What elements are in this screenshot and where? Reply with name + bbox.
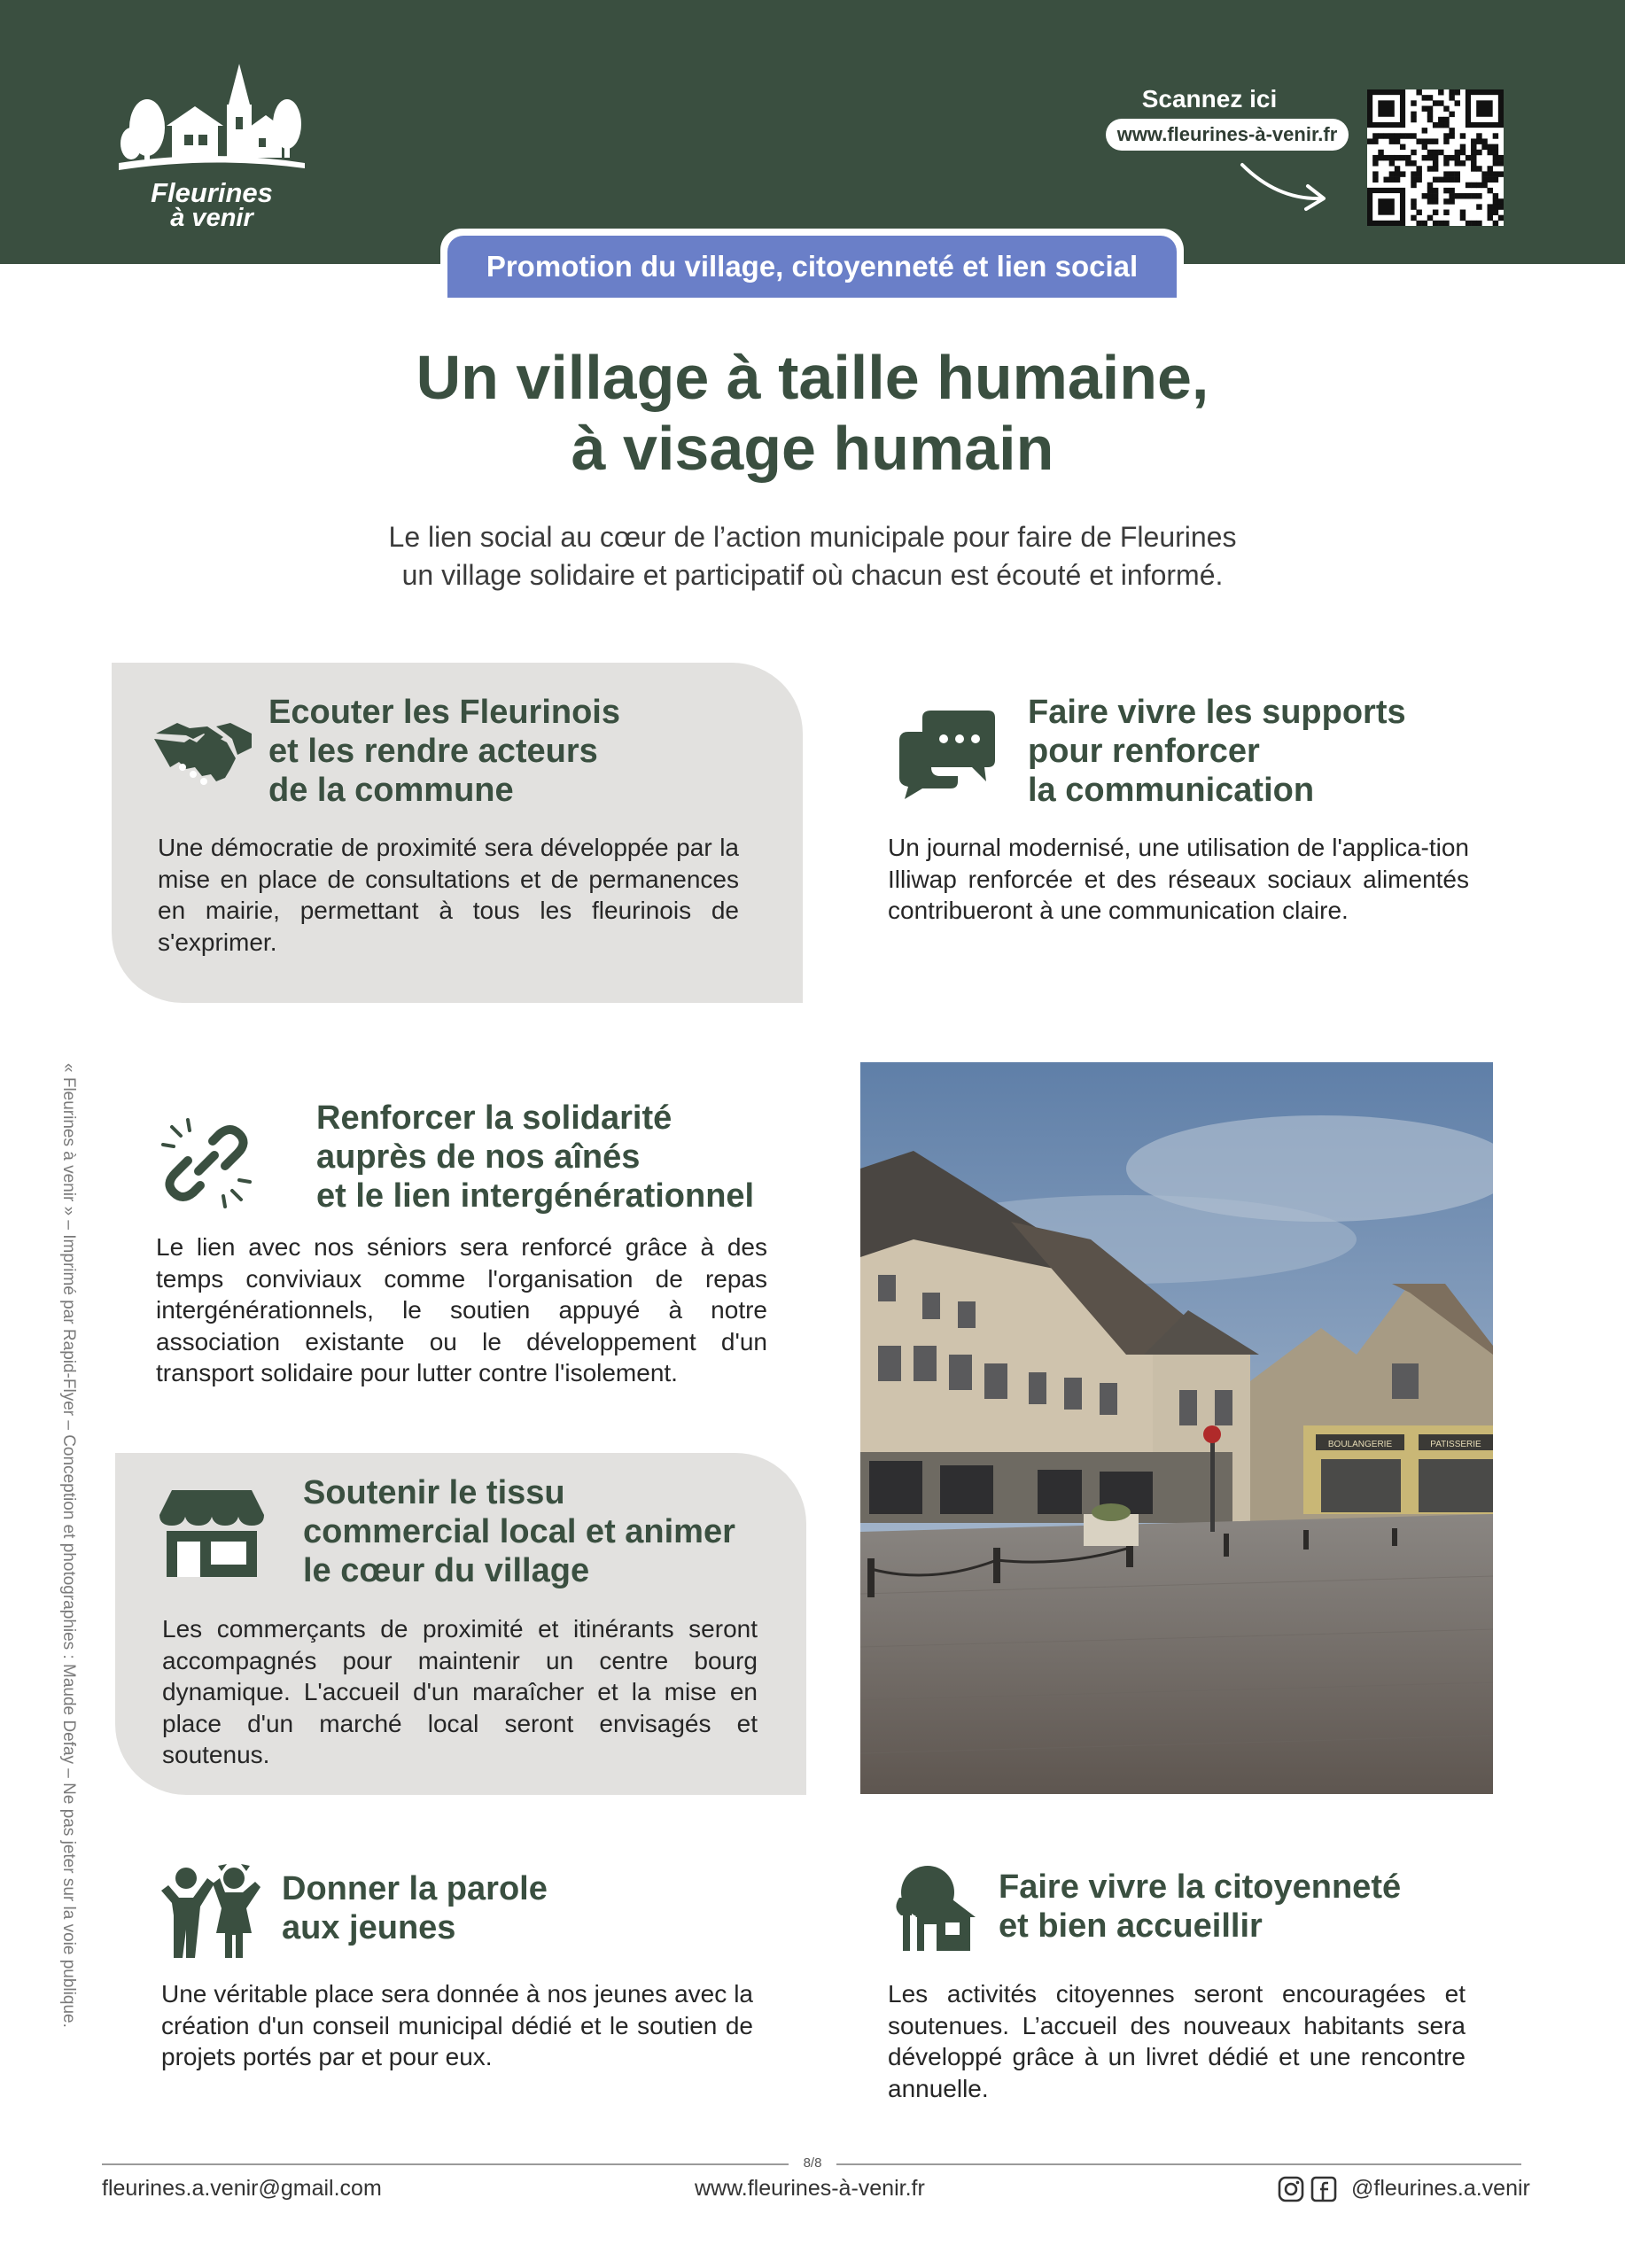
section-title-listen <box>268 693 729 810</box>
section-body-youth: Une véritable place sera donnée à nos jeunes avec la création d'un conseil municipal dédié et le soutien de projets portés par et pour eux. <box>161 1980 753 2070</box>
section-body-solidarity: Le lien avec nos séniors sera renforcé grâce à des temps conviviaux comme l'organisation de repas intergénérationnels, le soutien appuyé à notre association existante ou le développement d'un transport solidaire pour lutter contre l'isolement. <box>156 1233 767 1386</box>
section-title-citizenship <box>999 1868 1512 1946</box>
section-title-line: Soutenir le tissu <box>303 1474 565 1511</box>
section-title-line: et le lien intergénérationnel <box>316 1177 755 1215</box>
village-logo-icon <box>113 64 310 179</box>
section-title-line: de la commune <box>268 772 514 809</box>
page-title-line-2: à visage humain <box>571 414 1054 483</box>
section-title-line: pour renforcer <box>1028 733 1260 770</box>
curved-arrow-icon <box>1239 159 1331 214</box>
section-title-line: auprès de nos aînés <box>316 1138 641 1176</box>
intro-line-2: un village solidaire et participatif où chacun est écouté et informé. <box>401 559 1224 591</box>
qr-code[interactable] <box>1367 89 1504 226</box>
intro-text <box>0 518 1625 594</box>
logo-text-fleurines: Fleurines <box>151 177 273 208</box>
side-credit-line: « Fleurines à venir » – Imprimé par Rapid-Flyer – Conception et photographies : Maude Defay – Ne pas jeter sur la voie publique. <box>59 1063 78 2028</box>
footer-website-link[interactable]: www.fleurines-à-venir.fr <box>695 2176 925 2201</box>
handshake-icon <box>154 716 253 790</box>
section-title-communication <box>1028 693 1524 810</box>
section-body-citizenship: Les activités citoyennes seront encouragées et soutenues. L’accueil des nouveaux habitants sera développé grâce à un livret dédié et une rencontre annuelle. <box>888 1980 1466 2102</box>
section-title-line: Faire vivre les supports <box>1028 694 1406 731</box>
facebook-icon[interactable] <box>1310 2176 1337 2202</box>
section-title-youth <box>282 1869 743 1947</box>
page-number: 8/8 <box>803 2155 822 2171</box>
scan-title: Scannez ici <box>1141 85 1278 113</box>
section-title-line: le cœur du village <box>303 1552 590 1589</box>
village-square-photo <box>860 1062 1493 1794</box>
section-title-line: aux jeunes <box>282 1909 456 1946</box>
side-credit-text <box>51 1063 78 2109</box>
fleurines-logo <box>113 64 310 232</box>
photo-shop-sign-1: BOULANGERIE <box>1327 1440 1393 1449</box>
section-body-communication: Un journal modernisé, une utilisation de l'applica-tion Illiwap renforcée et des réseaux sociaux alimentés contribueront à une communication claire. <box>888 834 1469 924</box>
house-tree-icon <box>890 1862 979 1951</box>
logo-text-a-venir: à venir <box>170 204 253 232</box>
footer-email-link[interactable]: fleurines.a.venir@gmail.com <box>102 2176 382 2201</box>
section-body-listen: Une démocratie de proximité sera développée par la mise en place de consultations et de permanences en mairie, permettant à tous les fleurinois de s'exprimer. <box>158 834 739 956</box>
section-title-line: Faire vivre la citoyenneté <box>999 1868 1402 1906</box>
shop-icon <box>159 1488 264 1577</box>
section-title-solidarity <box>316 1099 812 1216</box>
section-title-line: Renforcer la solidarité <box>316 1099 673 1137</box>
scan-url-link[interactable]: www.fleurines-à-venir.fr <box>1106 119 1349 151</box>
section-title-commerce <box>303 1473 799 1590</box>
section-tab-label: Promotion du village, citoyenneté et lien social <box>447 236 1177 298</box>
chat-bubbles-icon <box>896 709 997 801</box>
footer-social-handle[interactable]: @fleurines.a.venir <box>1351 2176 1530 2201</box>
page-title-line-1: Un village à taille humaine, <box>416 343 1209 412</box>
section-title-line: et bien accueillir <box>999 1907 1263 1945</box>
qr-code-icon <box>1367 89 1504 226</box>
children-icon <box>159 1859 260 1958</box>
intro-line-1: Le lien social au cœur de l’action municipale pour faire de Fleurines <box>388 521 1237 553</box>
photo-shop-sign-2: PATISSERIE <box>1430 1440 1481 1449</box>
section-title-line: Donner la parole <box>282 1870 548 1907</box>
section-title-line: et les rendre acteurs <box>268 733 598 770</box>
section-title-line: Ecouter les Fleurinois <box>268 694 620 731</box>
broken-link-icon <box>161 1118 252 1208</box>
section-title-line: commercial local et animer <box>303 1513 735 1550</box>
section-body-commerce: Les commerçants de proximité et itinérants seront accompagnés pour maintenir un centre bourg dynamique. L'accueil d'un maraîcher et la mise en place d'un marché local seront envisagés et soutenus. <box>162 1615 758 1768</box>
instagram-icon[interactable] <box>1278 2176 1304 2202</box>
section-title-line: la communication <box>1028 772 1315 809</box>
page-title <box>0 342 1625 484</box>
